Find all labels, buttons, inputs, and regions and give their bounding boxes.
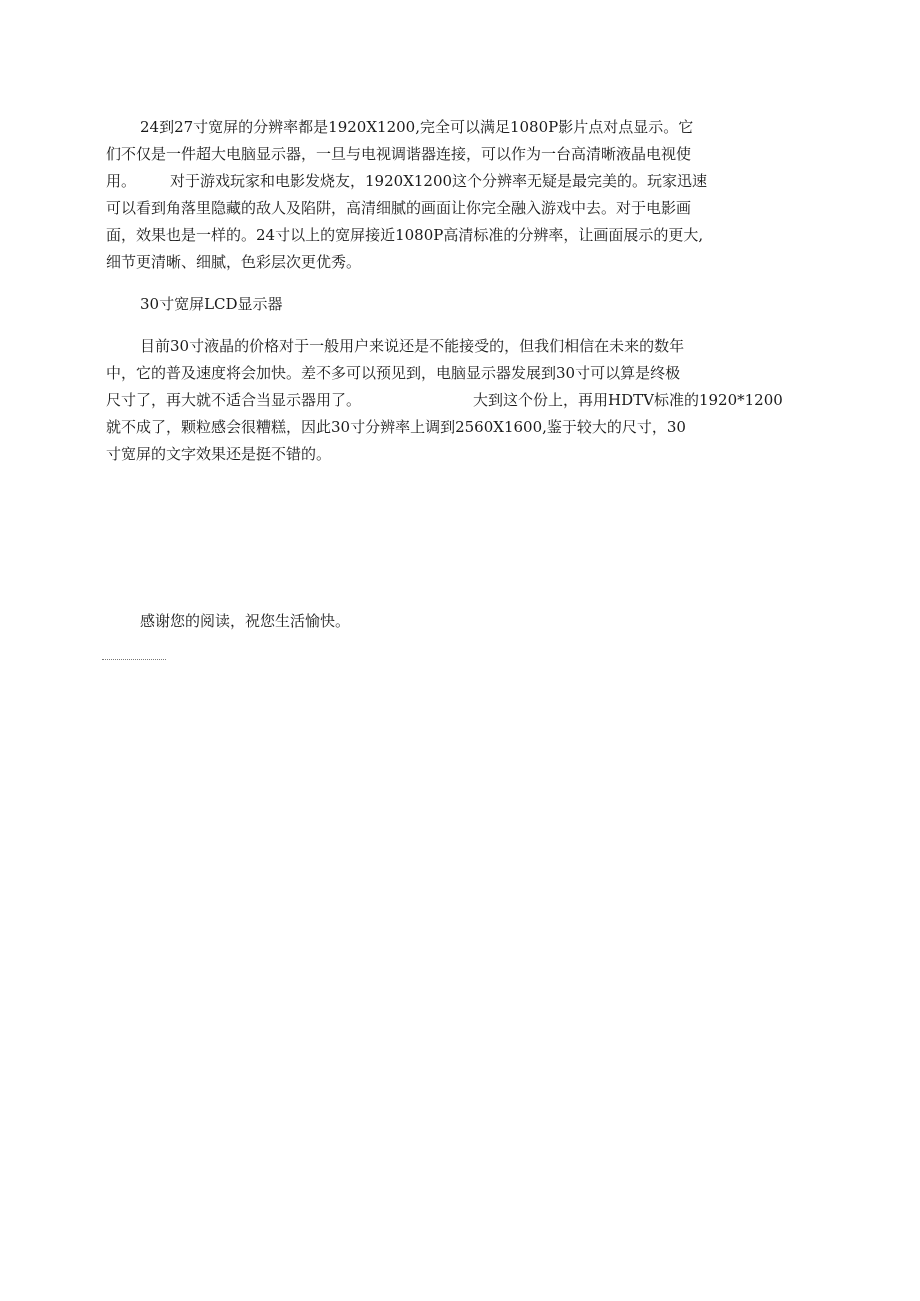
paragraph-1-line-6: 细节更清晰、细腻，色彩层次更优秀。 <box>106 253 362 271</box>
paragraph-2-line-5: 寸宽屏的文字效果还是挺不错的。 <box>106 445 332 463</box>
paragraph-2-line-3 <box>106 389 783 411</box>
paragraph-1-line-5: 面，效果也是一样的。24寸以上的宽屏接近1080P高清标准的分辨率，让画面展示的更大, <box>106 226 704 244</box>
paragraph-1-line-4: 可以看到角落里隐藏的敌人及陷阱，高清细腻的画面让你完全融入游戏中去。对于电影画 <box>106 199 692 217</box>
paragraph-2-line-3-start: 尺寸了，再大就不适合当显示器用了。 <box>106 391 362 409</box>
paragraph-1-line-3 <box>106 170 707 192</box>
paragraph-2-line-3-end: 大到这个份上，再用HDTV标准的1920*1200 <box>473 391 783 409</box>
paragraph-2-line-4: 就不成了，颗粒感会很糟糕，因此30寸分辨率上调到2560X1600,鉴于较大的尺寸，30 <box>106 418 686 436</box>
paragraph-2-line-1: 目前30寸液晶的价格对于一般用户来说还是不能接受的，但我们相信在未来的数年 <box>140 337 685 355</box>
closing-text: 感谢您的阅读，祝您生活愉快。 <box>140 612 351 630</box>
paragraph-1-line-3-end: 对于游戏玩家和电影发烧友，1920X1200这个分辨率无疑是最完美的。玩家迅速 <box>170 172 708 190</box>
footer-separator <box>102 659 166 660</box>
paragraph-1-line-2: 们不仅是一件超大电脑显示器，一旦与电视调谐器连接，可以作为一台高清晰液晶电视使 <box>106 145 692 163</box>
paragraph-2-line-2: 中，它的普及速度将会加快。差不多可以预见到，电脑显示器发展到30寸可以算是终极 <box>106 364 681 382</box>
paragraph-1-line-3-start: 用。 <box>106 172 137 190</box>
paragraph-1-line-1: 24到27寸宽屏的分辨率都是1920X1200,完全可以满足1080P影片点对点显示。它 <box>140 118 694 136</box>
section-heading: 30寸宽屏LCD显示器 <box>140 295 283 313</box>
